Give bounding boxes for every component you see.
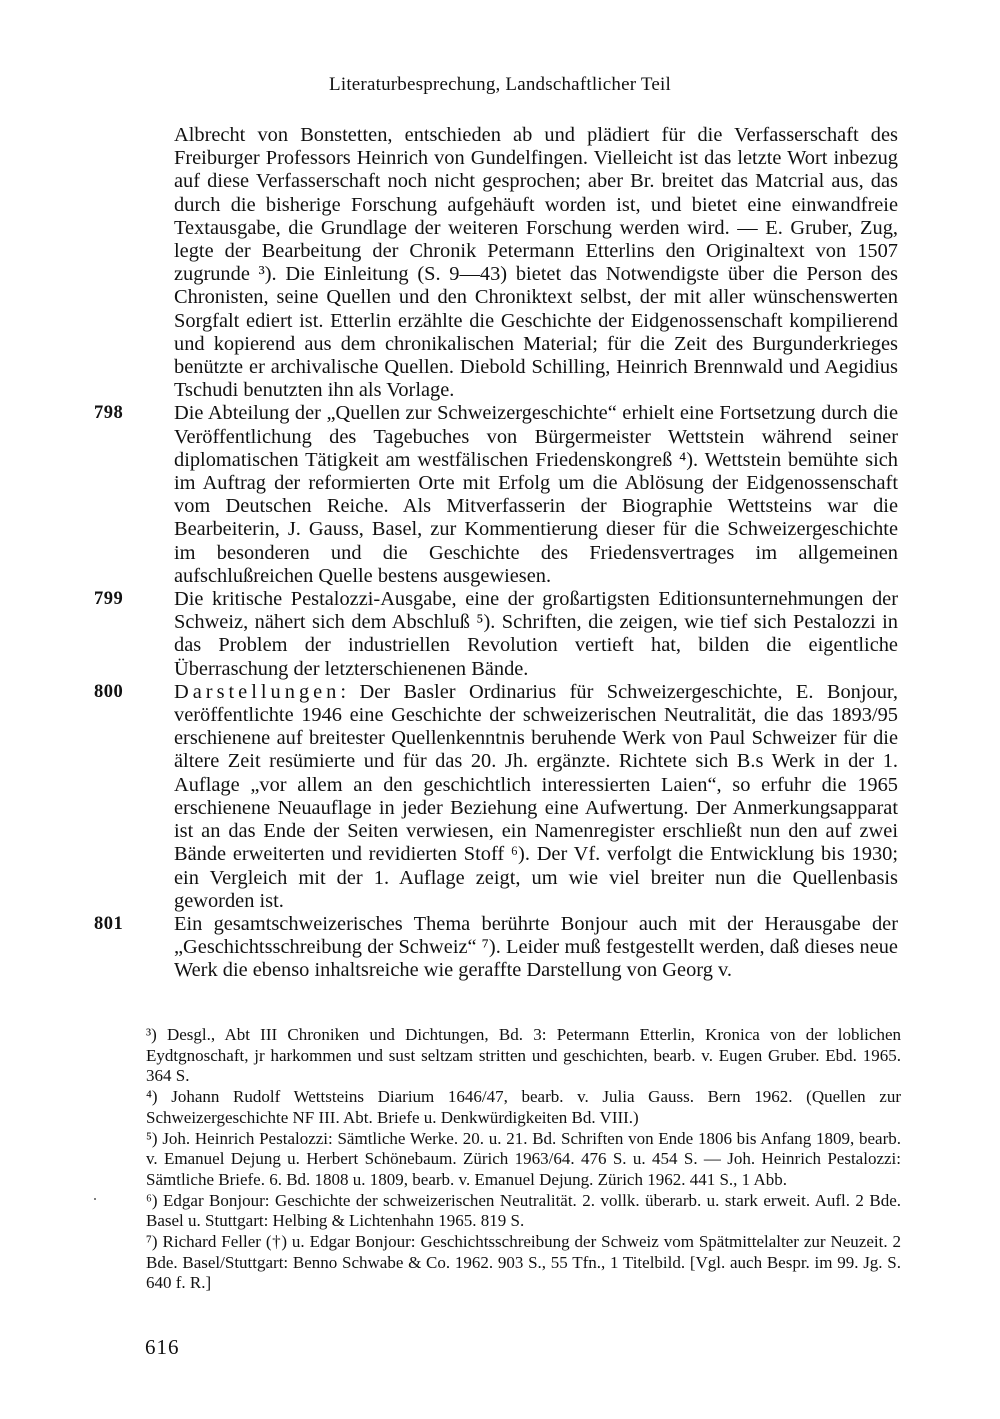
page-number: 616 bbox=[145, 1335, 180, 1359]
paragraph-801 bbox=[94, 912, 898, 983]
paragraph-number: 799 bbox=[94, 589, 124, 610]
paragraph-text: Die Abteilung der „Quellen zur Schweizergeschichte“ erhielt eine Fortsetzung durch die Veröffentlichung des Tagebuches von Bürgermeister Wettstein während seiner diplomatischen Tätigkeit am westfälischen Friedenskongreß ⁴). Wettstein bemühte sich im Auftrag der reformierten Orte mit Erfolg um die Ablösung der Eidgenossenschaft vom Deutschen Reiche. Als Mitverfasserin der Biographie Wettsteins war die Bearbeiterin, J. Gauss, Basel, zur Kommentierung dieser für die Schweizergeschichte im besonderen und die Geschichte des Friedensvertrages im allgemeinen aufschlußreichen Quelle bestens ausgewiesen. bbox=[174, 402, 898, 587]
paragraph-798 bbox=[94, 402, 898, 588]
footnote-6: ⁶) Edgar Bonjour: Geschichte der schweizerischen Neutralität. 2. vollk. überarb. u. stark erweit. Aufl. 2 Bde. Basel u. Stuttgart: Helbing & Lichtenhahn 1965. 819 S. bbox=[146, 1190, 901, 1231]
footnote-5: ⁵) Joh. Heinrich Pestalozzi: Sämtliche Werke. 20. u. 21. Bd. Schriften von Ende 1806 bis Anfang 1809, bearb. v. Emanuel Dejung u. Herbert Schönebaum. Zürich 1963/64. 476 S. u. 454 S. — Joh. Heinrich Pestalozzi: Sämtliche Briefe. 6. Bd. 1808 u. 1809, bearb. v. Emanuel Dejung. Zürich 1962. 441 S., 1 Abb. bbox=[146, 1128, 901, 1189]
body-text bbox=[94, 124, 898, 983]
paragraph-text: Die kritische Pestalozzi-Ausgabe, eine der großartigsten Editionsunternehmungen der Schweiz, nähert sich dem Abschluß ⁵). Schriften, die zeigen, wie tief sich Pestalozzi in das Problem der industriellen Revolution vertieft hat, bilden die eigentliche Überraschung der letzterschienenen Bände. bbox=[174, 588, 898, 680]
running-head: Literaturbesprechung, Landschaftlicher Teil bbox=[329, 74, 671, 95]
footnotes bbox=[146, 1025, 901, 1294]
paragraph-800 bbox=[94, 680, 898, 913]
paragraph-799 bbox=[94, 588, 898, 681]
footnote-4: ⁴) Johann Rudolf Wettsteins Diarium 1646/47, bearb. v. Julia Gauss. Bern 1962. (Quellen zur Schweizergeschichte NF III. Abt. Briefe u. Denkwürdigkeiten Bd. VIII.) bbox=[146, 1087, 901, 1127]
footnote-7: ⁷) Richard Feller (†) u. Edgar Bonjour: Geschichtsschreibung der Schweiz vom Spätmittelalter zur Neuzeit. 2 Bde. Basel/Stuttgart: Benno Schwabe & Co. 1962. 903 S., 55 Tfn., 1 Titelbild. [Vgl. auch Bespr. im 99. Jg. S. 640 f. R.] bbox=[146, 1232, 901, 1293]
footnote-3: ³) Desgl., Abt III Chroniken und Dichtungen, Bd. 3: Petermann Etterlin, Kronica von der loblichen Eydtgnoschaft, jr harkommen und sust seltzam stritten und geschichten, bearb. v. Eugen Gruber. Ebd. 1965. 364 S. bbox=[146, 1025, 901, 1086]
paragraph-text: Ein gesamtschweizerisches Thema berührte Bonjour auch mit der Herausgabe der „Geschichtsschreibung der Schweiz“ ⁷). Leider muß festgestellt werden, daß dieses neue Werk die ebenso inhaltsreiche wie geraffte Darstellung von Georg v. bbox=[174, 912, 898, 982]
section-lead: Darstellungen bbox=[174, 680, 341, 703]
paragraph-number: 800 bbox=[94, 681, 124, 702]
paragraph-text: : Der Basler Ordinarius für Schweizergeschichte, E. Bonjour, veröffentlichte 1946 eine Geschichte der schweizerischen Neutralität, die das 1893/95 erschienene auf breitester Quellenkenntnis beruhende Werk von Paul Schweizer für die ältere Zeit resümierte und für das 20. Jh. ergänzte. Richtete sich B.s Werk in der 1. Auflage „vor allem an den geschichtlich interessierten Laien“, so erfuhr die 1965 erschienene Neuauflage in jeder Beziehung eine Aufwertung. Der Anmerkungsapparat ist an das Ende der Seiten verwiesen, ein Namenregister erschließt nun den auf zwei Bände erweiterten und revidierten Stoff ⁶). Der Vf. verfolgt die Entwicklung bis 1930; ein Vergleich mit der 1. Auflage zeigt, um wie viel breiter nun die Quellenbasis geworden ist. bbox=[174, 680, 898, 912]
paragraph-text: Albrecht von Bonstetten, entschieden ab und plädiert für die Verfasserschaft des Freiburger Professors Heinrich von Gundelfingen. Vielleicht ist das letzte Wort inbezug auf diese Verfasserschaft noch nicht gesprochen; aber Br. breitet das Matcrial aus, das durch die bisherige Forschung aufgehäuft worden ist, und bietet eine einwandfreie Textausgabe, die Grundlage der weiteren Forschung werden wird. — E. Gruber, Zug, legte der Bearbeitung der Chronik Petermann Etterlins den Originaltext von 1507 zugrunde ³). Die Einleitung (S. 9—43) bietet das Notwendigste über die Person des Chronisten, seine Quellen und den Chroniktext selbst, der mit aller wünschenswerten Sorgfalt ediert ist. Etterlin erzählte die Geschichte der Eidgenossenschaft kompilierend und kopierend aus dem chronikalischen Material; für die Zeit des Burgunderkrieges benützte er archivalische Quellen. Diebold Schilling, Heinrich Brennwald und Aegidius Tschudi benutzten ihn als Vorlage. bbox=[174, 124, 898, 402]
paragraph-continuation bbox=[174, 124, 898, 402]
paragraph-number: 801 bbox=[94, 913, 124, 934]
scan-mark bbox=[94, 1198, 96, 1200]
paragraph-number: 798 bbox=[94, 403, 124, 424]
